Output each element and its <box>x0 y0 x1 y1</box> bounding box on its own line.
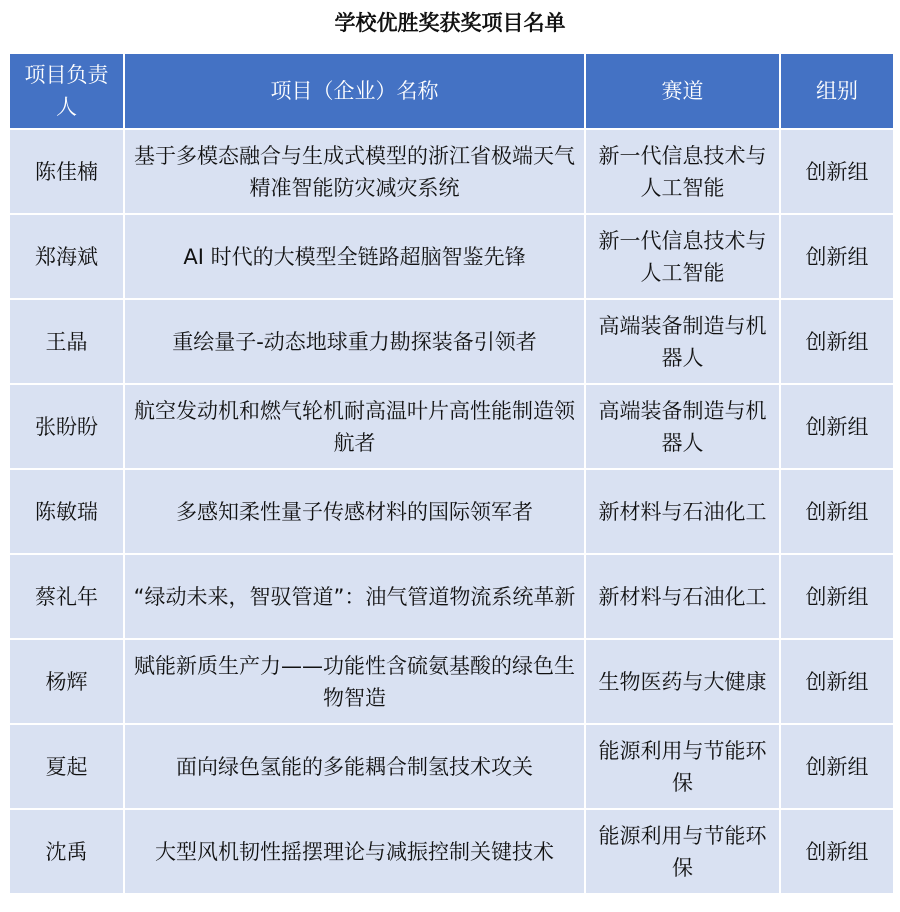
header-row <box>9 53 894 129</box>
header-project: 项目（企业）名称 <box>124 53 585 129</box>
group-cell: 创新组 <box>780 299 894 384</box>
track-cell: 高端装备制造与机器人 <box>585 384 780 469</box>
leader-cell: 夏起 <box>9 724 124 809</box>
project-cell: 大型风机韧性摇摆理论与减振控制关键技术 <box>124 809 585 894</box>
page-title: 学校优胜奖获奖项目名单 <box>334 11 566 35</box>
group-cell: 创新组 <box>780 809 894 894</box>
leader-cell: 杨辉 <box>9 639 124 724</box>
group-cell: 创新组 <box>780 129 894 214</box>
track-cell: 高端装备制造与机器人 <box>585 299 780 384</box>
table-row <box>9 469 894 554</box>
project-cell: 面向绿色氢能的多能耦合制氢技术攻关 <box>124 724 585 809</box>
project-cell: 多感知柔性量子传感材料的国际领军者 <box>124 469 585 554</box>
table-row <box>9 214 894 299</box>
group-cell: 创新组 <box>780 639 894 724</box>
project-cell: 航空发动机和燃气轮机耐高温叶片高性能制造领航者 <box>124 384 585 469</box>
project-cell: 基于多模态融合与生成式模型的浙江省极端天气精准智能防灾减灾系统 <box>124 129 585 214</box>
leader-cell: 陈佳楠 <box>9 129 124 214</box>
track-cell: 新材料与石油化工 <box>585 469 780 554</box>
group-cell: 创新组 <box>780 554 894 639</box>
group-cell: 创新组 <box>780 214 894 299</box>
track-cell: 生物医药与大健康 <box>585 639 780 724</box>
leader-cell: 王晶 <box>9 299 124 384</box>
table-header <box>9 53 894 129</box>
table-row <box>9 129 894 214</box>
header-track: 赛道 <box>585 53 780 129</box>
table-row <box>9 724 894 809</box>
track-cell: 新一代信息技术与人工智能 <box>585 214 780 299</box>
table-row <box>9 554 894 639</box>
header-group: 组别 <box>780 53 894 129</box>
project-cell: “绿动未来，智驭管道”：油气管道物流系统革新 <box>124 554 585 639</box>
project-cell: 赋能新质生产力——功能性含硫氨基酸的绿色生物智造 <box>124 639 585 724</box>
leader-cell: 陈敏瑞 <box>9 469 124 554</box>
table-row <box>9 639 894 724</box>
table-row <box>9 299 894 384</box>
track-cell: 能源利用与节能环保 <box>585 724 780 809</box>
table-body <box>9 129 894 894</box>
leader-cell: 蔡礼年 <box>9 554 124 639</box>
award-table <box>8 52 895 895</box>
project-cell: AI 时代的大模型全链路超脑智鉴先锋 <box>124 214 585 299</box>
leader-cell: 张盼盼 <box>9 384 124 469</box>
header-leader: 项目负责人 <box>9 53 124 129</box>
track-cell: 新材料与石油化工 <box>585 554 780 639</box>
table-row <box>9 809 894 894</box>
leader-cell: 沈禹 <box>9 809 124 894</box>
track-cell: 新一代信息技术与人工智能 <box>585 129 780 214</box>
leader-cell: 郑海斌 <box>9 214 124 299</box>
project-cell: 重绘量子-动态地球重力勘探装备引领者 <box>124 299 585 384</box>
group-cell: 创新组 <box>780 384 894 469</box>
table-row <box>9 384 894 469</box>
group-cell: 创新组 <box>780 724 894 809</box>
group-cell: 创新组 <box>780 469 894 554</box>
track-cell: 能源利用与节能环保 <box>585 809 780 894</box>
